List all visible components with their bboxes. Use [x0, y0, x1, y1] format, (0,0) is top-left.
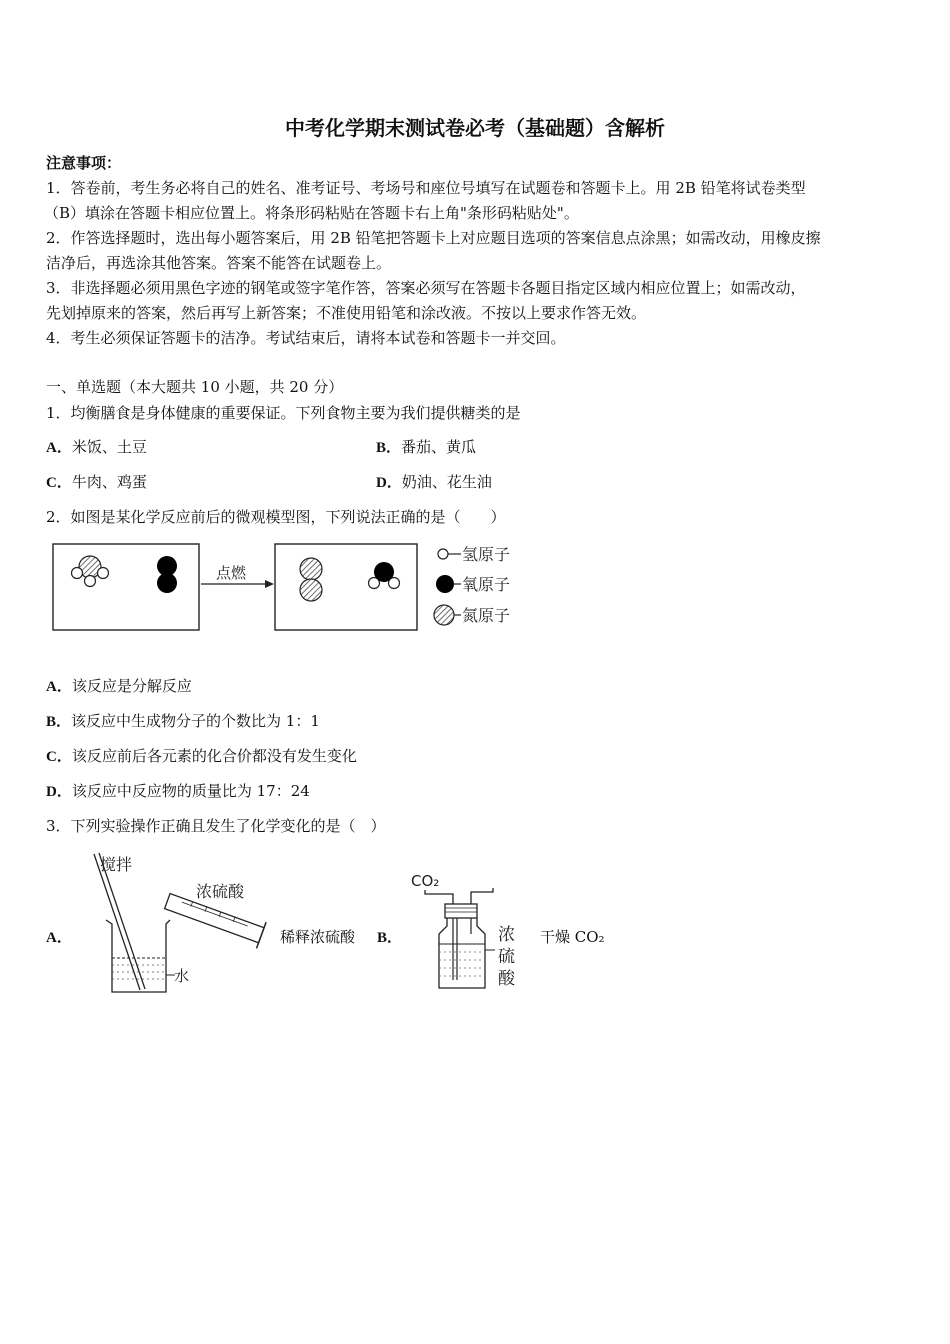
question-1-stem: 1．均衡膳食是身体健康的重要保证。下列食物主要为我们提供糖类的是 [46, 404, 521, 422]
question-2-stem: 2．如图是某化学反应前后的微观模型图，下列说法正确的是（ ） [46, 508, 506, 526]
notice-line: 1．答卷前，考生务必将自己的姓名、准考证号、考场号和座位号填写在试题卷和答题卡上。用 2B 铅笔将试卷类型 [46, 179, 806, 197]
notice-line: 洁净后，再选涂其他答案。答案不能答在试题卷上。 [46, 254, 392, 272]
question-2-option-a [46, 675, 192, 696]
dilute-acid-figure [78, 848, 278, 998]
legend-nitrogen-label: 氮原子 [462, 606, 511, 625]
stopper [445, 904, 477, 918]
notice-line: 先划掉原来的答案，然后再写上新答案；不准使用铅笔和涂改液。不按以上要求作答无效。 [46, 304, 647, 322]
option-text: 番茄、黄瓜 [401, 438, 477, 456]
page-title: 中考化学期末测试卷必考（基础题）含解析 [285, 116, 665, 140]
reactant-box [53, 544, 199, 630]
notice-heading: 注意事项： [46, 154, 122, 172]
acid-char: 浓 [498, 925, 515, 945]
option-text: 该反应是分解反应 [71, 677, 192, 695]
question-1-option-d [376, 471, 492, 492]
option-label: D． [376, 475, 402, 491]
question-3-option-b-caption: 干燥 CO₂ [540, 928, 605, 946]
arrow-head [265, 580, 274, 588]
question-2-option-d [46, 780, 310, 801]
nitrogen-atom [300, 558, 322, 580]
question-3-stem: 3．下列实验操作正确且发生了化学变化的是（ ） [46, 817, 386, 835]
section-heading: 一、单选题（本大题共 10 小题，共 20 分） [46, 378, 344, 396]
oxygen-atom [157, 573, 177, 593]
acid-char: 酸 [498, 969, 515, 989]
option-text: 该反应中生成物分子的个数比为 1：1 [71, 712, 320, 730]
question-1-option-b [376, 436, 476, 457]
option-text: 该反应中反应物的质量比为 17：24 [71, 782, 310, 800]
beaker [106, 920, 170, 992]
gas-bottle [439, 918, 485, 988]
acid-char: 硫 [498, 947, 515, 967]
nitrogen-atom [300, 579, 322, 601]
question-1-option-c [46, 471, 147, 492]
notice-line: （B）填涂在答题卡相应位置上。将条形码粘贴在答题卡右上角"条形码粘贴处"。 [44, 204, 579, 222]
option-label: B． [376, 440, 402, 456]
hydrogen-atom [72, 568, 83, 579]
stir-label: 搅拌 [100, 855, 133, 874]
legend-hydrogen-label: 氢原子 [462, 545, 511, 564]
option-text: 奶油、花生油 [401, 473, 492, 491]
notice-line: 3．非选择题必须用黑色字迹的钢笔或签字笔作答，答案必须写在答题卡各题目指定区域内相应位置上；如需改动， [46, 279, 806, 297]
question-3-option-a-caption: 稀释浓硫酸 [280, 928, 356, 946]
option-label: C． [46, 749, 72, 765]
gas-dry-figure [405, 868, 535, 998]
option-text: 牛肉、鸡蛋 [71, 473, 147, 491]
hydrogen-atom [98, 568, 109, 579]
notice-line: 4．考生必须保证答题卡的洁净。考试结束后，请将本试卷和答题卡一并交回。 [46, 329, 566, 347]
co2-label: CO₂ [411, 872, 440, 890]
question-2-option-c [46, 745, 357, 766]
legend-hydrogen-icon [438, 549, 448, 559]
option-text: 米饭、土豆 [71, 438, 147, 456]
option-text: 该反应前后各元素的化合价都没有发生变化 [71, 747, 357, 765]
option-label: C． [46, 475, 72, 491]
question-1-option-a [46, 436, 147, 457]
option-label: A． [46, 440, 72, 456]
hydrogen-atom [85, 576, 96, 587]
outlet-tube [471, 888, 493, 904]
option-label: D． [46, 784, 72, 800]
inlet-tube [425, 890, 453, 904]
question-2-option-b [46, 710, 320, 731]
option-label: A． [46, 679, 72, 695]
option-label: B． [46, 714, 72, 730]
oxygen-atom [374, 562, 394, 582]
reaction-model-figure [46, 538, 546, 638]
acid-label: 浓硫酸 [196, 882, 245, 901]
stir-rod [94, 854, 140, 990]
legend-nitrogen-icon [434, 605, 454, 625]
question-3-option-b-label: B． [377, 930, 403, 946]
legend-oxygen-icon [436, 575, 454, 593]
notice-line: 2．作答选择题时，选出每小题答案后，用 2B 铅笔把答题卡上对应题目选项的答案信息点涂黑；如需改动，用橡皮擦 [46, 229, 821, 247]
legend-oxygen-label: 氧原子 [462, 575, 511, 594]
arrow-label: 点燃 [216, 564, 247, 582]
water-label: 水 [174, 967, 190, 985]
question-3-option-a-label: A． [46, 930, 72, 946]
